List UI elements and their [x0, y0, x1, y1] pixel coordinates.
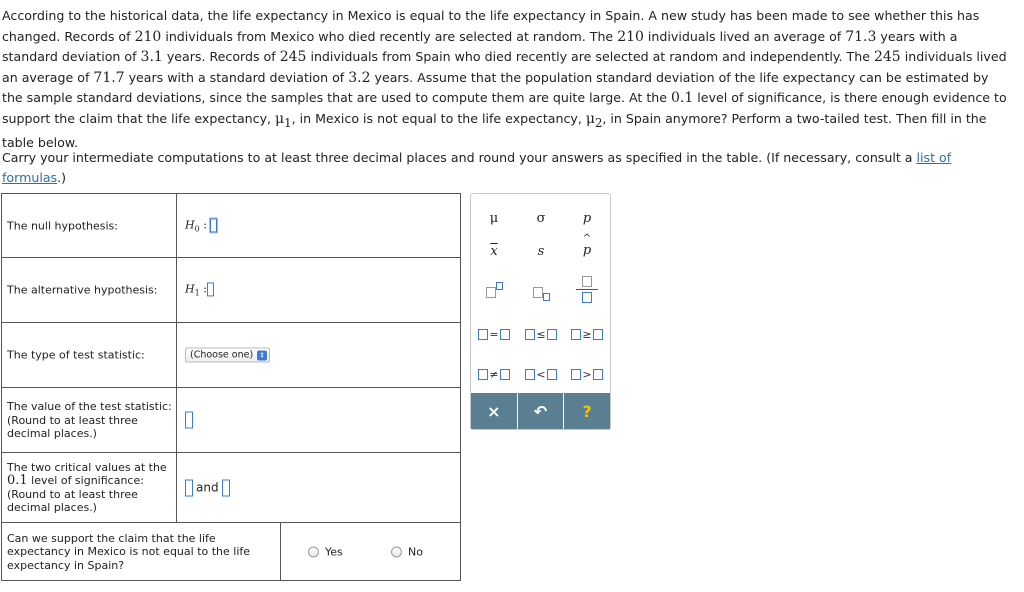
test-stat-label	[7, 400, 172, 441]
fraction-button[interactable]	[564, 276, 610, 303]
clear-icon: ×	[487, 401, 501, 421]
sample-size-mexico: 210	[617, 28, 644, 45]
phat-button[interactable]	[564, 234, 610, 256]
problem-statement	[2, 6, 1012, 154]
alt-hypothesis-label: The alternative hypothesis:	[7, 283, 158, 297]
colon: :	[203, 282, 207, 296]
mu-button[interactable]	[471, 207, 517, 226]
box-icon	[486, 287, 496, 298]
alt-hypothesis-input[interactable]	[207, 282, 214, 296]
select-value: (Choose one)	[190, 349, 254, 361]
numerator-box-icon	[582, 276, 592, 287]
box-icon	[525, 369, 535, 380]
critical-label-line: The two critical values at the	[7, 460, 167, 474]
null-hypothesis-label: The null hypothesis:	[7, 218, 118, 232]
colon: :	[203, 217, 207, 231]
xbar-button[interactable]	[471, 240, 517, 259]
mu-symbol: μ	[275, 110, 285, 127]
box-icon	[500, 369, 510, 380]
null-hypothesis-label-cell	[2, 194, 177, 257]
alt-hypothesis-label-cell	[2, 258, 177, 322]
h0-symbol: H	[185, 217, 195, 231]
instructions-end: .)	[57, 170, 67, 185]
problem-text: According to the historical data, the life expectancy in Mexico is equal to the life expectancy in Spain. A new study has been made to see whether this has changed. Records of	[2, 8, 980, 44]
subscript-button[interactable]	[518, 282, 564, 301]
critical-label-line: (Round to at least three	[7, 487, 138, 501]
box-icon	[547, 369, 557, 380]
xbar-glyph: $\overline{x}$	[490, 244, 498, 259]
critical-label	[7, 461, 172, 515]
formulas-link[interactable]: list of formulas	[2, 150, 952, 185]
problem-text: years with a standard deviation of	[124, 69, 349, 85]
mu-glyph: μ	[489, 211, 499, 226]
critical-value-2-input[interactable]	[222, 479, 230, 496]
box-icon	[593, 329, 603, 340]
sd-mexico: 3.1	[140, 49, 163, 66]
problem-text: , in Spain anymore? Perform a two-tailed test. Then fill in the table below.	[2, 110, 987, 151]
claim-label: Can we support the claim that the life expectancy in Mexico is not equal to the life expectancy in Spain?	[7, 531, 251, 572]
h1-symbol: H	[185, 282, 195, 296]
row-test-statistic	[2, 388, 461, 453]
sample-size-spain: 245	[873, 49, 901, 66]
superscript-box-icon	[496, 282, 503, 290]
box-icon	[547, 329, 557, 340]
claim-label-cell	[2, 523, 281, 580]
test-type-label: The type of test statistic:	[7, 348, 145, 362]
box-icon	[593, 369, 603, 380]
radio-circle[interactable]	[308, 546, 319, 557]
critical-inputs	[185, 479, 230, 496]
equals-glyph: =	[489, 328, 499, 341]
greater-equal-button[interactable]	[564, 324, 610, 343]
help-icon: ?	[582, 401, 592, 421]
fraction-bar-icon	[576, 289, 598, 290]
not-equal-glyph: ≠	[489, 368, 499, 381]
palette-action-bar	[471, 393, 610, 429]
box-icon	[533, 287, 543, 298]
p-button[interactable]	[564, 207, 610, 226]
box-icon	[500, 329, 510, 340]
and-text: and	[196, 480, 219, 495]
less-equal-glyph: ≤	[536, 328, 546, 341]
box-icon	[478, 329, 488, 340]
greater-equal-glyph: ≥	[582, 328, 592, 341]
null-hypothesis-input[interactable]	[210, 218, 217, 232]
help-button[interactable]	[564, 393, 610, 429]
problem-text: years. Assume that the population standard deviation of the life expectancy can be estimated by the sample standard deviations, since the samples that are used to compute them are quite large. At the	[2, 69, 989, 106]
phat-glyph: p	[582, 243, 592, 258]
s-glyph: s	[537, 244, 545, 259]
less-equal-button[interactable]	[518, 324, 564, 343]
box-icon	[478, 369, 488, 380]
undo-icon: ↶	[533, 401, 548, 421]
radio-no-label: No	[408, 545, 423, 558]
problem-text: years with a standard deviation of	[2, 28, 958, 65]
sample-size-mexico: 210	[134, 28, 162, 45]
critical-label-text: level of significance:	[27, 474, 144, 487]
select-arrows-icon: ⇕	[257, 350, 267, 360]
instructions-text: Carry your intermediate computations to at least three decimal places and round your answers as specified in the table. (If necessary, consult a	[2, 150, 917, 165]
significance-level: 0.1	[671, 90, 694, 107]
row-null-hypothesis	[2, 194, 461, 258]
mean-spain: 71.7	[93, 69, 125, 86]
mu-symbol: μ	[585, 110, 595, 127]
test-stat-label-cell	[2, 388, 177, 452]
test-stat-value-cell	[177, 388, 461, 452]
symbol-palette	[470, 193, 611, 430]
h1-expression	[185, 282, 214, 297]
radio-yes-label: Yes	[325, 545, 343, 558]
subscript-box-icon	[543, 293, 550, 301]
sigma-button[interactable]	[518, 207, 564, 226]
sample-size-spain: 245	[279, 49, 307, 66]
critical-label-line: decimal places.)	[7, 501, 97, 514]
alt-hypothesis-value-cell	[177, 258, 461, 322]
radio-no[interactable]	[391, 545, 423, 558]
answer-table	[1, 193, 461, 581]
superscript-button[interactable]	[471, 282, 517, 301]
test-stat-input[interactable]	[185, 412, 193, 429]
box-icon	[525, 329, 535, 340]
greater-than-button[interactable]	[564, 364, 610, 383]
hat-icon: ^	[582, 233, 592, 244]
mean-mexico: 71.3	[845, 28, 877, 45]
null-hypothesis-value-cell	[177, 194, 461, 257]
undo-button[interactable]	[518, 393, 564, 429]
critical-label-cell	[2, 453, 177, 522]
h1-subscript: 1	[194, 288, 200, 298]
row-test-type	[2, 323, 461, 388]
h0-expression	[185, 218, 217, 233]
critical-label-line	[7, 474, 172, 488]
mu1-symbol	[275, 110, 292, 130]
critical-value-cell	[177, 453, 461, 522]
test-stat-label-line: The value of the test statistic:	[7, 399, 172, 413]
mu-subscript: 2	[594, 115, 603, 130]
h0-subscript: 0	[194, 224, 200, 234]
denominator-box-icon	[582, 292, 592, 303]
test-type-label-cell	[2, 323, 177, 387]
equals-button[interactable]	[471, 324, 517, 343]
box-icon	[571, 369, 581, 380]
row-alternative-hypothesis	[2, 258, 461, 323]
test-type-value-cell	[177, 323, 461, 387]
problem-text: individuals lived an average of	[643, 28, 846, 44]
sigma-glyph: σ	[536, 211, 546, 226]
s-button[interactable]	[518, 240, 564, 259]
test-stat-label-line: decimal places.)	[7, 426, 97, 440]
p-glyph: p	[582, 211, 592, 226]
problem-text: , in Mexico is not equal to the life expectancy,	[291, 110, 586, 126]
less-than-button[interactable]	[518, 364, 564, 383]
critical-value-1-input[interactable]	[185, 479, 193, 496]
not-equal-button[interactable]	[471, 364, 517, 383]
radio-yes[interactable]	[308, 545, 343, 558]
instructions	[2, 148, 1012, 188]
less-than-glyph: <	[536, 368, 546, 381]
test-type-select[interactable]	[185, 348, 270, 363]
row-critical-values	[2, 453, 461, 523]
test-stat-label-line: (Round to at least three	[7, 413, 138, 427]
mu2-symbol	[585, 110, 603, 130]
problem-text: individuals from Mexico who died recently are selected at random. The	[161, 28, 618, 44]
radio-circle[interactable]	[391, 546, 402, 557]
row-claim	[2, 523, 461, 580]
problem-text: level of significance, is there enough evidence to support the claim that the life expectancy,	[2, 90, 1007, 126]
greater-than-glyph: >	[582, 368, 592, 381]
problem-text: individuals lived an average of	[2, 49, 1007, 85]
problem-text: years. Records of	[162, 49, 280, 65]
critical-alpha: 0.1	[7, 473, 28, 488]
clear-button[interactable]	[471, 393, 517, 429]
problem-text: individuals from Spain who died recently are selected at random and independently. The	[306, 49, 874, 65]
mu-subscript: 1	[284, 115, 292, 130]
sd-spain: 3.2	[348, 69, 371, 86]
box-icon	[571, 329, 581, 340]
